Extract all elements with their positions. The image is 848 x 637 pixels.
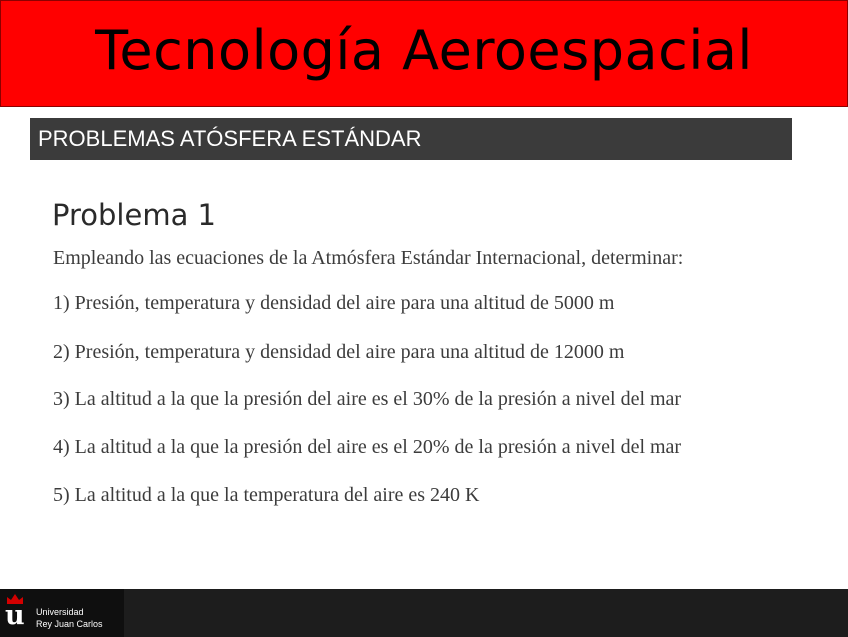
logo-text-line-1: Universidad — [36, 607, 84, 617]
section-header — [30, 118, 792, 160]
problem-item-1: 1) Presión, temperatura y densidad del aire para una altitud de 5000 m — [53, 292, 615, 314]
problem-item-3: 3) La altitud a la que la presión del aire es el 30% de la presión a nivel del mar — [53, 388, 682, 410]
slide-title: Tecnología Aeroespacial — [95, 19, 753, 82]
problem-intro: Empleando las ecuaciones de la Atmósfera Estándar Internacional, determinar: — [53, 247, 684, 269]
logo-text-line-2: Rey Juan Carlos — [36, 619, 103, 629]
university-logo — [0, 589, 124, 637]
problem-item-4: 4) La altitud a la que la presión del aire es el 20% de la presión a nivel del mar — [53, 436, 682, 458]
problem-item-2: 2) Presión, temperatura y densidad del aire para una altitud de 12000 m — [53, 341, 625, 363]
problem-heading: Problema 1 — [52, 198, 217, 232]
problem-item-5: 5) La altitud a la que la temperatura del aire es 240 K — [53, 484, 480, 506]
footer-bar — [0, 589, 848, 637]
section-title: PROBLEMAS ATÓSFERA ESTÁNDAR — [38, 126, 422, 151]
title-banner — [0, 0, 848, 107]
logo-letter: u — [5, 600, 25, 631]
